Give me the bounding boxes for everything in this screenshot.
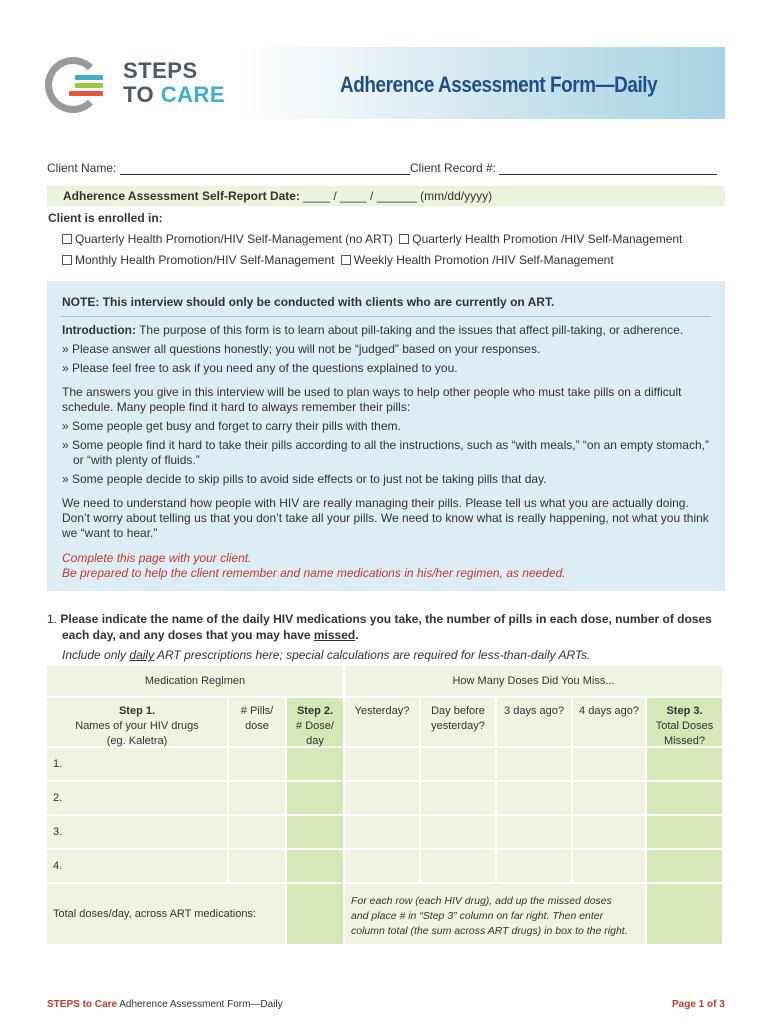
header-medication-regimen: Medication Regimen [47,666,343,696]
missed-4-days-field[interactable] [573,816,645,848]
intro-paragraph: Introduction: The purpose of this form is to learn about pill-taking and the issues that affect pill-taking, or adherence. [62,323,684,337]
logo-text: STEPS TO CARE [123,58,226,107]
drug-name-field[interactable]: 2. [47,782,227,814]
missed-yesterday-field[interactable] [345,850,419,882]
paragraph-line: schedule. Many people find it hard to always remember their pills: [62,400,411,414]
client-name-label: Client Name: [47,161,117,175]
checkbox-weekly[interactable] [341,255,351,265]
missed-4-days-field[interactable] [573,748,645,780]
drug-name-field[interactable]: 1. [47,748,227,780]
pills-per-dose-field[interactable] [229,782,285,814]
col-header-step3: Step 3. Total Doses Missed? [647,698,722,746]
col-header-step2: Step 2. # Dose/ day [287,698,343,746]
checkbox-monthly[interactable] [62,255,72,265]
note-title: NOTE: This interview should only be conducted with clients who are currently on ART. [62,295,555,309]
footer-left: STEPS to Care Adherence Assessment Form—Daily [47,999,283,1010]
pills-per-dose-field[interactable] [229,748,285,780]
pills-per-dose-field[interactable] [229,816,285,848]
checkbox-quarterly[interactable] [399,234,409,244]
col-header-pills-per-dose: # Pills/ dose [229,698,285,746]
question-1-note: Include only daily ART prescriptions here; special calculations are required for less-than-daily ARTs. [62,648,591,662]
missed-yesterday-field[interactable] [345,816,419,848]
option-label: Quarterly Health Promotion/HIV Self-Management (no ART) [75,232,393,246]
instruction-red: Complete this page with your client. [62,551,252,565]
total-label: Total doses/day, across ART medications: [47,884,285,944]
col-header-day-before: Day before yesterday? [421,698,495,746]
self-report-date-row [47,186,725,206]
total-missed-row-field[interactable] [647,816,722,848]
pills-per-dose-field[interactable] [229,850,285,882]
doses-per-day-field[interactable] [287,748,343,780]
instruction-red: Be prepared to help the client remember and name medications in his/her regimen, as needed. [62,566,566,580]
date-field[interactable]: ____ / ____ / ______ (mm/dd/yyyy) [303,189,493,203]
total-missed-field[interactable] [647,884,722,944]
paragraph-line: we “want to hear.” [62,526,158,540]
bullet: » Some people get busy and forget to carry their pills with them. [62,419,401,433]
col-header-yesterday: Yesterday? [345,698,419,746]
drug-name-field[interactable]: 4. [47,850,227,882]
header-doses-missed: How Many Doses Did You Miss... [345,666,722,696]
enrollment-options-row-1 [62,232,682,246]
option-label: Quarterly Health Promotion /HIV Self-Management [412,232,683,246]
checkbox-quarterly-no-art[interactable] [62,234,72,244]
missed-4-days-field[interactable] [573,782,645,814]
enrollment-options-row-2 [62,253,614,267]
option-label: Weekly Health Promotion /HIV Self-Management [353,253,614,267]
client-info-row [47,161,719,179]
missed-yesterday-field[interactable] [345,748,419,780]
doses-per-day-field[interactable] [287,782,343,814]
client-name-field[interactable] [120,174,410,175]
total-missed-row-field[interactable] [647,850,722,882]
client-record-field[interactable] [499,174,717,175]
missed-day-before-field[interactable] [421,816,495,848]
missed-4-days-field[interactable] [573,850,645,882]
logo-bar-green [75,83,103,88]
missed-3-days-field[interactable] [497,850,571,882]
missed-3-days-field[interactable] [497,816,571,848]
logo-bar-red [69,91,103,96]
missed-day-before-field[interactable] [421,782,495,814]
col-header-3-days: 3 days ago? [497,698,571,746]
col-header-step1: Step 1. Names of your HIV drugs (eg. Kaletra) [47,698,227,746]
bullet-continuation: or “with plenty of fluids.” [73,453,200,467]
bullet: » Please feel free to ask if you need any of the questions explained to you. [62,361,458,375]
page-number: Page 1 of 3 [672,999,725,1010]
interview-note-panel [47,281,725,591]
total-missed-row-field[interactable] [647,748,722,780]
doses-per-day-field[interactable] [287,816,343,848]
date-label: Adherence Assessment Self-Report Date: [63,189,300,203]
client-record-label: Client Record #: [410,161,497,175]
note-divider [61,316,711,317]
missed-3-days-field[interactable] [497,748,571,780]
total-missed-row-field[interactable] [647,782,722,814]
paragraph-line: Don’t worry about telling us that you don’t take all your pills. We need to know what is really happening, not what you think [62,511,709,525]
paragraph-line: The answers you give in this interview will be used to plan ways to help other people who must take pills on a difficult [62,385,682,399]
col-header-4-days: 4 days ago? [573,698,645,746]
missed-3-days-field[interactable] [497,782,571,814]
bullet: » Some people decide to skip pills to avoid side effects or to just not be taking pills that day. [62,472,547,486]
steps-to-care-logo [45,55,255,115]
question-1: 1. Please indicate the name of the daily HIV medications you take, the number of pills in each dose, number of doses each day, and any doses that you may have missed. [47,612,712,642]
missed-yesterday-field[interactable] [345,782,419,814]
option-label: Monthly Health Promotion/HIV Self-Management [75,253,335,267]
logo-bar-teal [75,75,103,80]
bullet: » Please answer all questions honestly; you will not be “judged” based on your responses. [62,342,541,356]
total-instructions: For each row (each HIV drug), add up the missed doses and place # in “Step 3” column on far right. Then enter column total (the sum across ART drugs) in box to the right. [345,884,645,944]
bullet: » Some people find it hard to take their pills according to all the instructions, such as “with meals,” “on an empty stomach,” [62,438,709,452]
total-doses-per-day-field[interactable] [287,884,343,944]
enrolled-label: Client is enrolled in: [48,211,163,225]
missed-day-before-field[interactable] [421,748,495,780]
medication-table [47,666,722,944]
doses-per-day-field[interactable] [287,850,343,882]
page-title: Adherence Assessment Form—Daily [340,72,658,97]
drug-name-field[interactable]: 3. [47,816,227,848]
paragraph-line: We need to understand how people with HIV are really managing their pills. Please tell us what you are actually doing. [62,496,689,510]
missed-day-before-field[interactable] [421,850,495,882]
